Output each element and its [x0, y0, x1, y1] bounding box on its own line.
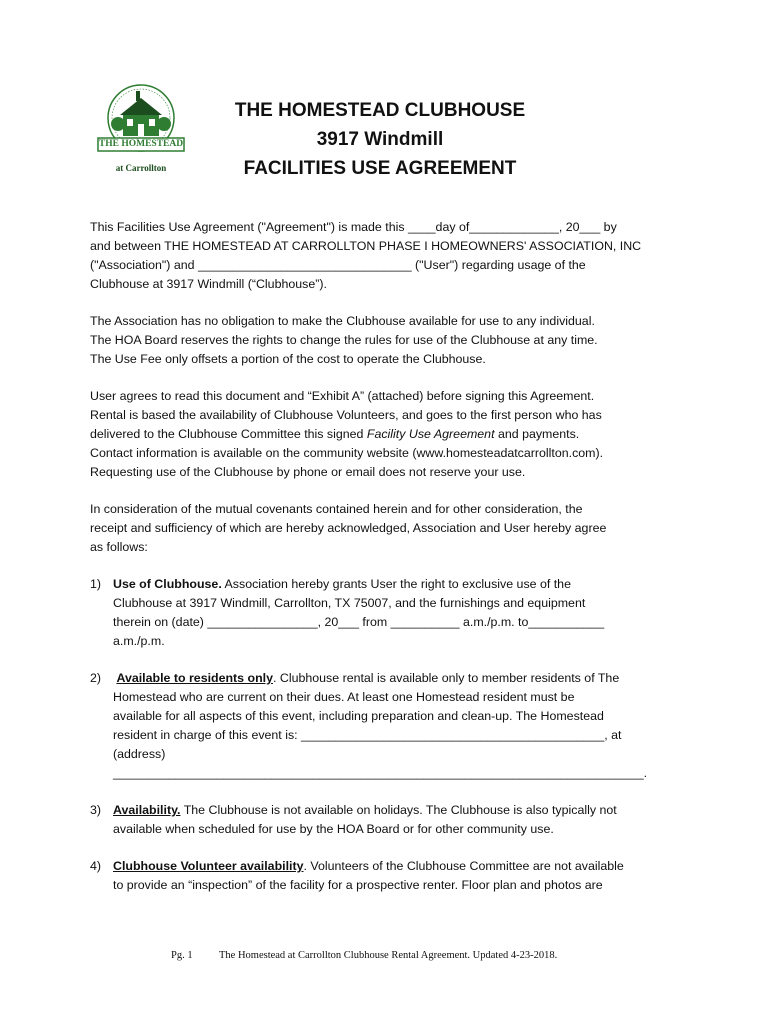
clause-3-heading: Availability. [113, 803, 181, 817]
intro-line-2: and between THE HOMESTEAD AT CARROLLTON PHASE I HOMEOWNERS' ASSOCIATION, INC [90, 239, 642, 253]
logo-subtext: at Carrollton [115, 163, 167, 173]
intro-paragraph [90, 218, 690, 294]
agreement-body [90, 218, 690, 895]
terms-line-4: Contact information is available on the community website (www.homesteadatcarrollton.com). [90, 446, 604, 460]
page-number: Pg. 1 [171, 950, 193, 961]
clause-3-line-2: available when scheduled for use by the HOA Board or for other community use. [113, 822, 554, 836]
clause-2 [90, 669, 690, 783]
title-line-3: FACILITIES USE AGREEMENT [243, 158, 517, 179]
clause-1-line-3: therein on (date) ________________, 20___ from __________ a.m./p.m. to___________ [113, 615, 605, 629]
clause-2-line-3: available for all aspects of this event, including preparation and clean-up. The Homestead [113, 709, 604, 723]
clause-2-line-1: . Clubhouse rental is available only to member residents of The [273, 671, 620, 685]
terms-line-2: Rental is based the availability of Clubhouse Volunteers, and goes to the first person who has [90, 408, 602, 422]
facility-use-agreement-italic: Facility Use Agreement [366, 427, 495, 441]
title-line-2: 3917 Windmill [316, 129, 444, 150]
clause-3-number: 3) [90, 803, 102, 817]
consideration-line-1: In consideration of the mutual covenants contained herein and for other consideration, the [90, 502, 583, 516]
terms-paragraph [90, 387, 690, 482]
consideration-paragraph [90, 500, 690, 557]
intro-line-3: ("Association") and _______________________________ ("User") regarding usage of the [90, 258, 586, 272]
clause-1-line-4: a.m./p.m. [113, 634, 165, 648]
consideration-line-3: as follows: [90, 540, 148, 554]
clause-1-number: 1) [90, 577, 102, 591]
clause-2-line-4: resident in charge of this event is: ____________________________________________, at [113, 728, 622, 742]
clause-1 [90, 575, 690, 651]
clause-4-line-1: . Volunteers of the Clubhouse Committee are not available [303, 859, 624, 873]
clause-2-heading: Available to residents only [116, 671, 273, 685]
clause-2-number: 2) [90, 671, 102, 685]
logo-banner-text: THE HOMESTEAD [98, 139, 184, 149]
page-footer [171, 950, 557, 961]
clause-3 [90, 801, 690, 839]
clause-2-line-2: Homestead who are current on their dues. At least one Homestead resident must be [113, 690, 575, 704]
terms-line-3a: delivered to the Clubhouse Committee this signed [90, 427, 367, 441]
clause-4-number: 4) [90, 859, 102, 873]
obligation-line-2: The HOA Board reserves the rights to change the rules for use of the Clubhouse at any time. [90, 333, 598, 347]
clause-4 [90, 857, 690, 895]
obligation-line-1: The Association has no obligation to make the Clubhouse available for use to any individual. [90, 314, 595, 328]
clause-4-heading: Clubhouse Volunteer availability [113, 859, 304, 873]
page-title [200, 96, 560, 183]
terms-line-3 [90, 425, 690, 444]
clause-2-line-5: (address) [113, 747, 166, 761]
homestead-logo [96, 78, 186, 178]
obligation-paragraph [90, 312, 690, 369]
terms-line-1: User agrees to read this document and “Exhibit A” (attached) before signing this Agreement. [90, 389, 595, 403]
consideration-line-2: receipt and sufficiency of which are hereby acknowledged, Association and User hereby agree [90, 521, 607, 535]
terms-line-5: Requesting use of the Clubhouse by phone or email does not reserve your use. [90, 465, 526, 479]
footer-text: The Homestead at Carrollton Clubhouse Rental Agreement. Updated 4-23-2018. [219, 950, 558, 961]
obligation-line-3: The Use Fee only offsets a portion of the cost to operate the Clubhouse. [90, 352, 486, 366]
clause-4-line-2: to provide an “inspection” of the facility for a prospective renter. Floor plan and photos are [113, 878, 603, 892]
clause-1-line-1: Association hereby grants User the right to exclusive use of the [221, 577, 571, 591]
clause-1-heading: Use of Clubhouse. [113, 577, 222, 591]
intro-line-1: This Facilities Use Agreement ("Agreement") is made this ____day of_____________, 20___ by [90, 220, 617, 234]
clause-2-line-6: _____________________________________________________________________________. [113, 766, 648, 780]
clause-3-line-1: The Clubhouse is not available on holidays. The Clubhouse is also typically not [180, 803, 617, 817]
terms-line-3c: and payments. [494, 427, 580, 441]
clause-1-line-2: Clubhouse at 3917 Windmill, Carrollton, TX 75007, and the furnishings and equipment [113, 596, 586, 610]
title-line-1: THE HOMESTEAD CLUBHOUSE [234, 100, 526, 121]
intro-line-4: Clubhouse at 3917 Windmill (“Clubhouse”). [90, 277, 327, 291]
